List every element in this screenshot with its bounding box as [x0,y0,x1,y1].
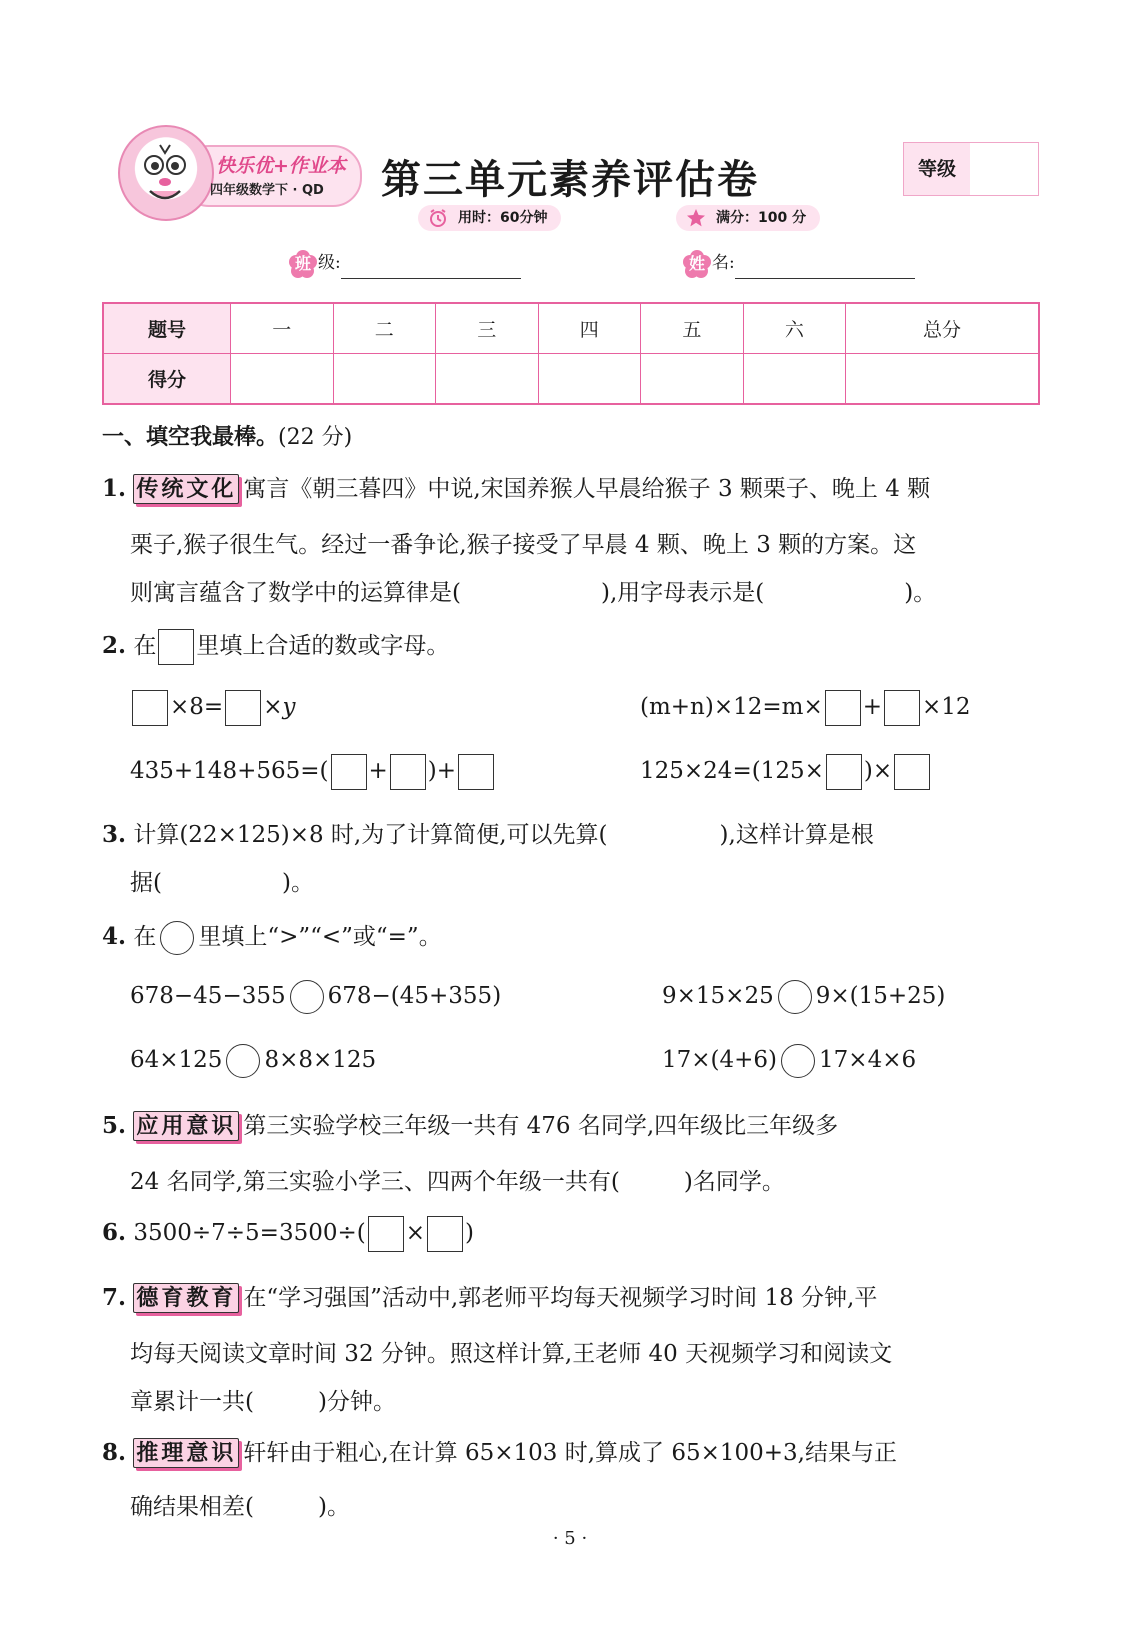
question-text: 据( [130,870,162,896]
grade-label: 等级 [904,143,970,195]
equation-text: + [368,758,388,784]
score-table [102,302,1040,405]
equation-text: × [405,1220,426,1246]
question-number: 1. [102,475,127,502]
question-8 [102,1434,897,1468]
answer-box[interactable] [427,1216,463,1252]
table-header-cell: 得分 [103,354,231,405]
answer-circle[interactable] [778,980,812,1014]
equation-text: (m+n)×12=m× [640,694,823,720]
compare-c [130,1044,376,1078]
question-text: 确结果相差( [130,1494,254,1520]
score-cell[interactable] [538,354,641,405]
equation-a [130,690,295,726]
equation-text: ×12 [922,694,971,720]
answer-box[interactable] [825,690,861,726]
score-label: 满分：100 分 [716,210,807,226]
question-text: ),这样计算是根 [719,822,874,848]
question-text: 第三实验学校三年级一共有 476 名同学,四年级比三年级多 [243,1113,839,1139]
equation-text: 678−(45+355) [327,983,502,1009]
question-number: 3. [102,821,127,848]
question-text: 在 [133,924,157,950]
question-number: 7. [102,1284,127,1311]
equation-text: 3500÷7÷5=3500÷( [133,1220,366,1246]
flower-badge-icon [288,249,318,279]
table-row [103,354,1039,405]
table-header-cell: 题号 [103,303,231,354]
score-cell[interactable] [231,354,334,405]
logo-subtitle: 四年级数学下 · QD [210,183,324,198]
table-header-cell: 四 [538,303,641,354]
class-label: 级: [318,253,341,273]
question-text: 章累计一共( [130,1389,254,1415]
score-cell[interactable] [846,354,1039,405]
equation-d [640,754,932,790]
equation-text: 8×8×125 [264,1047,377,1073]
alarm-clock-icon [428,208,448,228]
flower-badge-icon [682,249,712,279]
equation-text: 64×125 [130,1047,223,1073]
question-number: 6. [102,1219,127,1246]
question-text: )。 [281,870,314,896]
question-text-line: 栗子,猴子很生气。经过一番争论,猴子接受了早晨 4 颗、晚上 3 颗的方案。这 [130,532,917,558]
equation-c [130,754,496,790]
name-badge-text: 姓 [688,253,705,273]
score-cell[interactable] [641,354,744,405]
question-text: 24 名同学,第三实验小学三、四两个年级一共有( [130,1169,620,1195]
table-header-cell: 三 [436,303,539,354]
answer-box[interactable] [884,690,920,726]
answer-box[interactable] [132,690,168,726]
question-4 [102,918,442,955]
question-number: 2. [102,632,127,659]
topic-tag: 推理意识 [133,1438,239,1468]
time-label: 用时：60分钟 [458,210,548,226]
equation-text: 125×24=(125× [640,758,824,784]
answer-circle[interactable] [290,980,324,1014]
question-number: 4. [102,923,127,950]
equation-text: ) [465,1220,474,1246]
question-text: )名同学。 [683,1169,785,1195]
answer-box[interactable] [368,1216,404,1252]
table-header-cell: 一 [231,303,334,354]
question-3 [102,816,874,849]
answer-box[interactable] [826,754,862,790]
name-label: 名: [712,253,735,273]
section-points: (22 分) [278,425,353,450]
topic-tag: 传统文化 [133,474,239,504]
table-header-cell: 总分 [846,303,1039,354]
logo-brand: 快乐优+作业本 [216,155,346,177]
section-heading [102,420,352,451]
compare-b [662,980,945,1014]
question-text: 里填上合适的数或字母。 [196,633,450,659]
equation-text: )× [863,758,893,784]
question-text-line [130,1488,350,1521]
score-cell[interactable] [743,354,846,405]
answer-box [158,629,194,665]
question-text: 在“学习强国”活动中,郭老师平均每天视频学习时间 18 分钟,平 [243,1285,878,1311]
question-1 [102,470,930,504]
question-text: )。 [317,1494,350,1520]
grade-box[interactable] [903,142,1039,196]
time-badge [418,205,561,231]
page-number: · 5 · [552,1528,588,1549]
question-text-line [130,1163,785,1196]
question-text: 轩轩由于粗心,在计算 65×103 时,算成了 65×100+3,结果与正 [243,1440,897,1466]
topic-tag: 德育教育 [133,1283,239,1313]
score-badge [676,205,820,231]
answer-circle[interactable] [226,1044,260,1078]
answer-box[interactable] [225,690,261,726]
question-text: )。 [904,580,937,606]
question-text-line: 均每天阅读文章时间 32 分钟。照这样计算,王老师 40 天视频学习和阅读文 [130,1341,893,1367]
answer-box[interactable] [390,754,426,790]
class-badge-text: 班 [294,253,311,273]
question-text: 寓言《朝三暮四》中说,宋国养猴人早晨给猴子 3 颗栗子、晚上 4 颗 [243,476,931,502]
page-title: 第三单元素养评估卷 [381,156,759,203]
equation-text: ×y [263,694,296,720]
answer-circle[interactable] [781,1044,815,1078]
question-text-line [130,864,314,897]
name-field[interactable] [682,248,915,279]
question-7 [102,1279,877,1313]
equation-text: 17×(4+6) [662,1047,778,1073]
question-text: 计算(22×125)×8 时,为了计算简便,可以先算( [133,822,608,848]
class-blank[interactable] [341,260,521,279]
equation-b [640,690,971,726]
question-text: 则寓言蕴含了数学中的运算律是( [130,580,461,606]
question-text-line [130,1383,396,1416]
equation-text: ×8= [170,694,224,720]
table-row [103,303,1039,354]
name-blank[interactable] [735,260,915,279]
question-text-line [130,574,936,607]
question-2 [102,627,449,665]
score-cell[interactable] [436,354,539,405]
equation-text: + [862,694,883,720]
question-number: 8. [102,1439,127,1466]
question-5 [102,1107,838,1141]
star-icon [686,208,706,228]
table-header-cell: 二 [333,303,436,354]
class-field[interactable] [288,248,521,279]
question-text: 在 [133,633,157,659]
answer-box[interactable] [894,754,930,790]
question-text: ),用字母表示是( [600,580,765,606]
table-header-cell: 六 [743,303,846,354]
equation-text: 9×(15+25) [815,983,946,1009]
equation-text: 435+148+565=( [130,758,329,784]
answer-circle [160,921,194,955]
topic-tag: 应用意识 [133,1111,239,1141]
equation-text: 9×15×25 [662,983,774,1009]
question-text: 里填上“>”“<”或“=”。 [198,924,442,950]
section-title: 一、填空我最棒。 [102,424,279,450]
compare-a [130,980,501,1014]
answer-box[interactable] [458,754,494,790]
question-6 [102,1216,474,1252]
question-number: 5. [102,1112,127,1139]
equation-text: )+ [427,758,457,784]
table-header-cell: 五 [641,303,744,354]
answer-box[interactable] [331,754,367,790]
compare-d [662,1044,916,1078]
equation-text: 678−45−355 [130,983,286,1009]
score-cell[interactable] [333,354,436,405]
equation-text: 17×4×6 [819,1047,917,1073]
question-text: )分钟。 [317,1389,396,1415]
